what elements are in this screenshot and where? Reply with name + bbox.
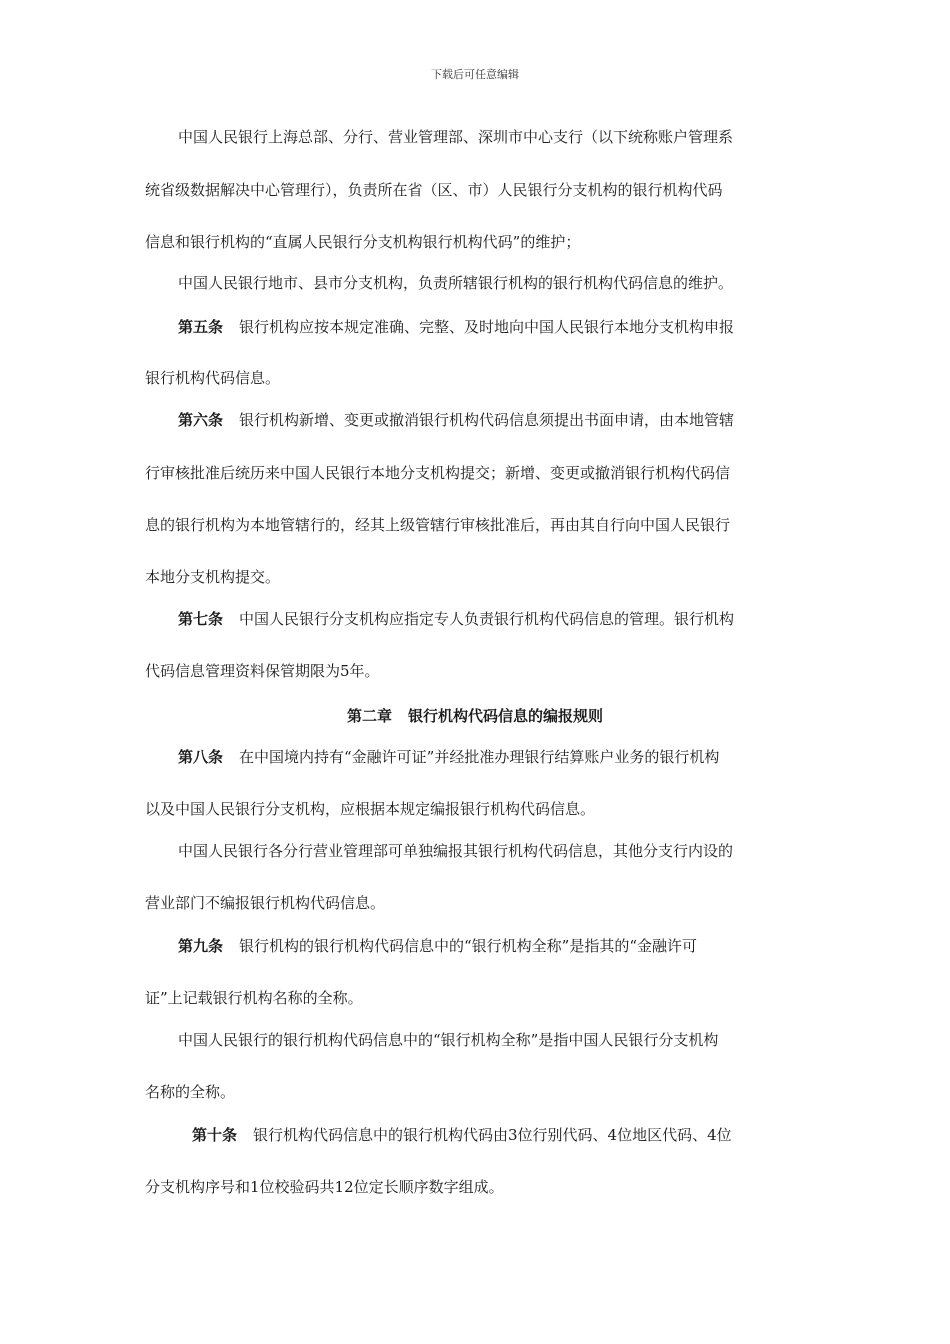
article-5 [178, 317, 810, 337]
chapter-heading [0, 705, 950, 726]
article-8 [178, 747, 810, 767]
article-text: 银行机构应按本规定准确、完整、及时地向中国人民银行本地分支机构申报 [239, 318, 735, 336]
paragraph-line: 分支机构序号和1位校验码共12位定长顺序数字组成。 [145, 1178, 504, 1196]
paragraph-line: 中国人民银行各分行营业管理部可单独编报其银行机构代码信息，其他分支行内设的 [178, 842, 734, 860]
chapter-number: 第二章 [346, 707, 392, 725]
article-7 [178, 609, 810, 629]
paragraph-line: 银行机构代码信息。 [145, 369, 281, 387]
paragraph-line: 以及中国人民银行分支机构，应根据本规定编报银行机构代码信息。 [145, 800, 596, 818]
article-6 [178, 410, 810, 430]
paragraph-line: 中国人民银行地市、县市分支机构，负责所辖银行机构的银行机构代码信息的维护。 [178, 274, 734, 292]
paragraph-line: 息的银行机构为本地管辖行的，经其上级管辖行审核批准后，再由其自行向中国人民银行 [145, 516, 731, 534]
article-text: 在中国境内持有“金融许可证”并经批准办理银行结算账户业务的银行机构 [239, 748, 720, 766]
article-10 [192, 1125, 810, 1145]
paragraph-line: 统省级数据解决中心管理行），负责所在省（区、市）人民银行分支机构的银行机构代码 [145, 181, 723, 199]
article-label: 第八条 [178, 748, 224, 766]
article-text: 银行机构的银行机构代码信息中的“银行机构全称”是指其的“金融许可 [239, 937, 698, 955]
article-label: 第六条 [178, 411, 224, 429]
header-note: 下载后可任意编辑 [431, 68, 519, 81]
article-text: 中国人民银行分支机构应指定专人负责银行机构代码信息的管理。银行机构 [239, 610, 735, 628]
paragraph-line: 证”上记载银行机构名称的全称。 [145, 989, 363, 1007]
paragraph-line: 名称的全称。 [145, 1083, 236, 1101]
article-label: 第九条 [178, 937, 224, 955]
article-label: 第十条 [192, 1126, 238, 1144]
chapter-title: 银行机构代码信息的编报规则 [408, 707, 604, 725]
paragraph-line: 本地分支机构提交。 [145, 568, 281, 586]
article-label: 第七条 [178, 610, 224, 628]
article-text: 银行机构新增、变更或撤消银行机构代码信息须提出书面申请，由本地管辖 [239, 411, 735, 429]
article-9 [178, 936, 810, 956]
paragraph-line: 信息和银行机构的“直属人民银行分支机构银行机构代码”的维护； [145, 233, 581, 251]
paragraph-line: 行审核批准后统历来中国人民银行本地分支机构提交；新增、变更或撤消银行机构代码信 [145, 464, 731, 482]
paragraph-line: 代码信息管理资料保管期限为5年。 [145, 662, 380, 680]
article-text: 银行机构代码信息中的银行机构代码由3位行别代码、4位地区代码、4位 [253, 1126, 732, 1144]
paragraph-line: 中国人民银行上海总部、分行、营业管理部、深圳市中心支行（以下统称账户管理系 [178, 128, 734, 146]
paragraph-line: 中国人民银行的银行机构代码信息中的“银行机构全称”是指中国人民银行分支机构 [178, 1031, 719, 1049]
article-label: 第五条 [178, 318, 224, 336]
paragraph-line: 营业部门不编报银行机构代码信息。 [145, 894, 386, 912]
